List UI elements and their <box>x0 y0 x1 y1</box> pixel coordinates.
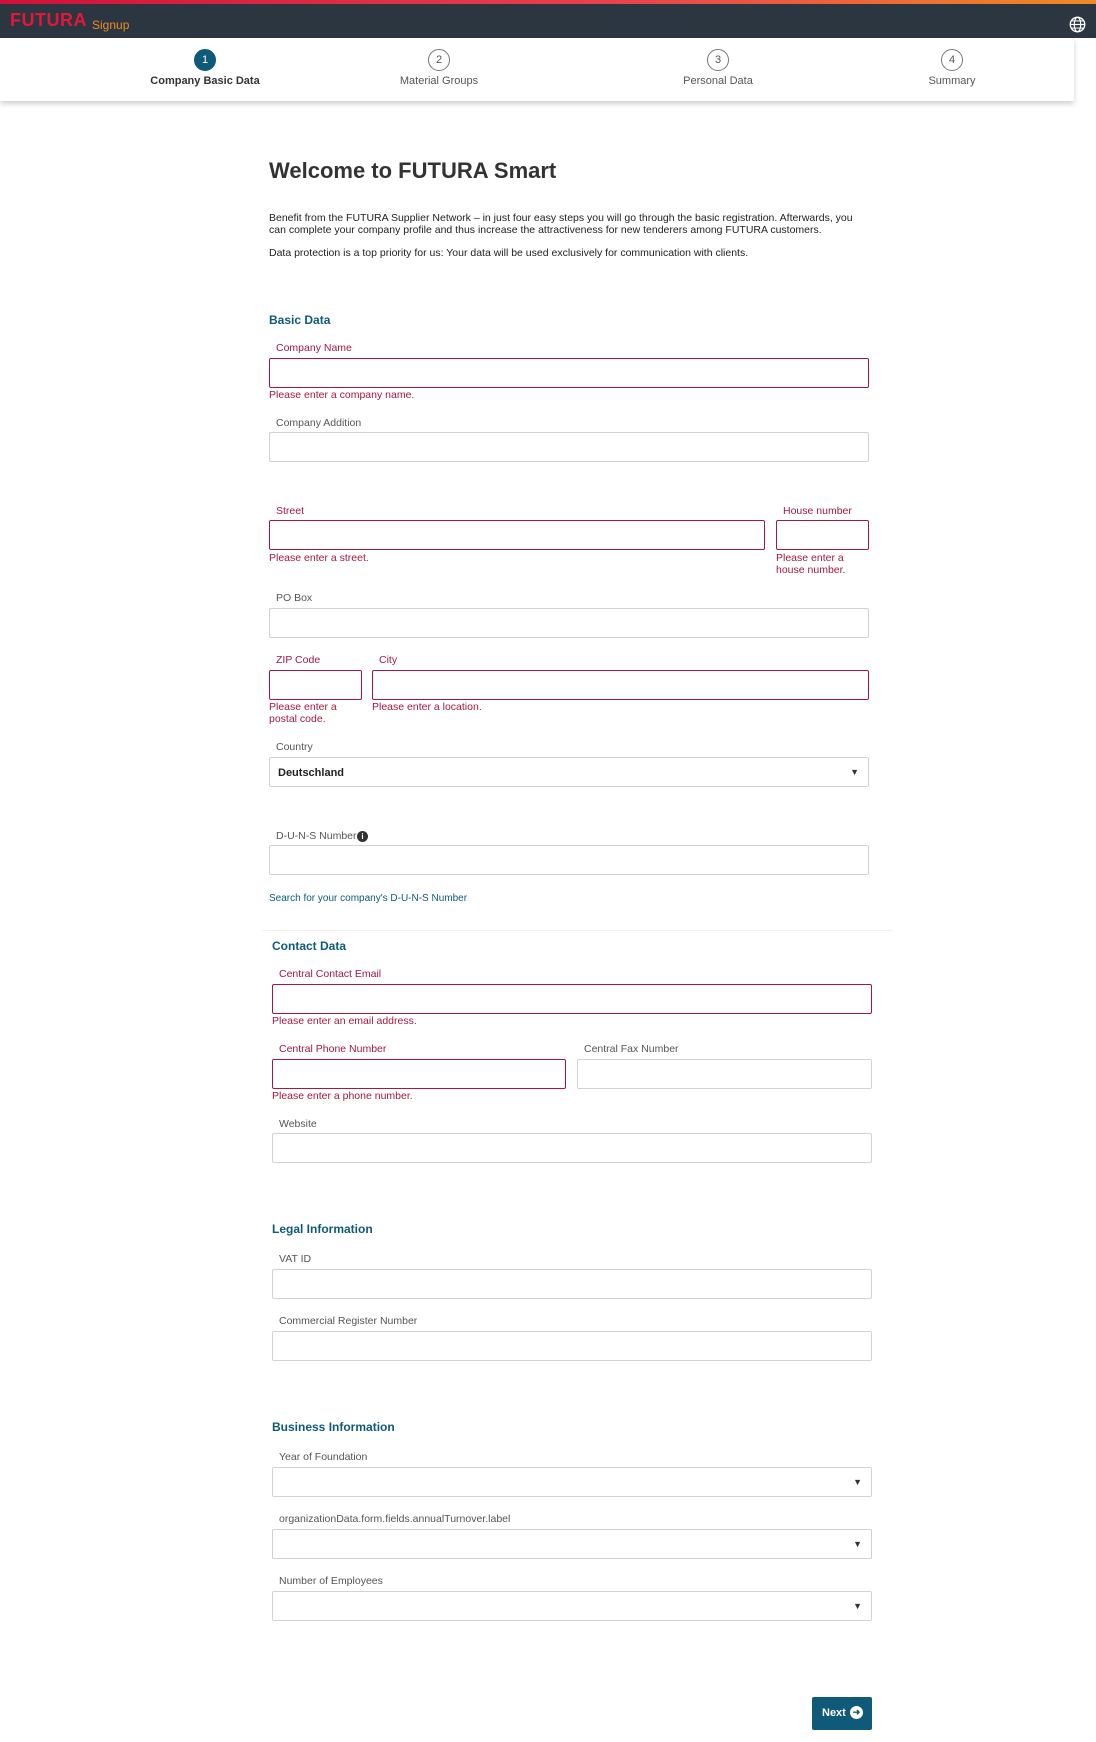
arrow-right-circle-icon: ➜ <box>850 1706 863 1719</box>
step-company-basic-data[interactable] <box>115 49 295 87</box>
step-number: 1 <box>194 49 216 71</box>
duns-search-link[interactable]: Search for your company's D-U-N-S Number <box>269 893 468 904</box>
section-divider <box>262 930 892 931</box>
po-box-label: PO Box <box>276 592 313 604</box>
brand-subtitle: Signup <box>92 18 130 32</box>
street-error: Please enter a street. <box>269 552 369 564</box>
globe-icon[interactable] <box>1069 16 1086 33</box>
brand-logo: FUTURA <box>10 10 87 30</box>
next-button-label: Next <box>822 1707 846 1719</box>
contact-email-error: Please enter an email address. <box>272 1015 417 1027</box>
zip-code-input[interactable] <box>269 670 362 700</box>
duns-label: D-U-N-S Number <box>276 830 357 842</box>
phone-number-input[interactable] <box>272 1059 566 1089</box>
section-business-information-title: Business Information <box>272 1420 395 1434</box>
company-name-error: Please enter a company name. <box>269 389 415 401</box>
company-addition-input[interactable] <box>269 432 869 462</box>
year-of-foundation-label: Year of Foundation <box>279 1451 368 1463</box>
year-of-foundation-select[interactable] <box>272 1467 872 1497</box>
city-input[interactable] <box>372 670 869 700</box>
step-label: Summary <box>928 75 976 87</box>
phone-number-label: Central Phone Number <box>279 1043 387 1055</box>
zip-code-label: ZIP Code <box>276 654 321 666</box>
street-label: Street <box>276 505 305 517</box>
website-label: Website <box>279 1118 317 1130</box>
page-title: Welcome to FUTURA Smart <box>269 158 557 183</box>
chevron-down-icon: ▼ <box>850 767 859 777</box>
data-protection-text: Data protection is a top priority for us: Your data will be used exclusively for communication with clients. <box>269 247 749 259</box>
commercial-register-input[interactable] <box>272 1331 872 1361</box>
city-label: City <box>379 654 398 666</box>
contact-email-input[interactable] <box>272 984 872 1014</box>
section-contact-data-title: Contact Data <box>272 939 347 953</box>
vat-id-label: VAT ID <box>279 1253 312 1265</box>
annual-turnover-label: organizationData.form.fields.annualTurnover.label <box>279 1513 511 1525</box>
po-box-input[interactable] <box>269 608 869 638</box>
number-of-employees-label: Number of Employees <box>279 1575 383 1587</box>
company-addition-label: Company Addition <box>276 417 362 429</box>
step-personal-data[interactable] <box>628 49 808 87</box>
phone-number-error: Please enter a phone number. <box>272 1090 413 1102</box>
step-label: Personal Data <box>683 75 753 87</box>
step-label: Material Groups <box>399 75 479 87</box>
fax-number-label: Central Fax Number <box>584 1043 679 1055</box>
top-bar <box>0 4 1096 38</box>
step-number: 4 <box>941 49 963 71</box>
step-number: 2 <box>428 49 450 71</box>
house-number-label: House number <box>783 505 852 517</box>
vat-id-input[interactable] <box>272 1269 872 1299</box>
company-name-label: Company Name <box>276 342 352 354</box>
country-label: Country <box>276 741 313 753</box>
commercial-register-label: Commercial Register Number <box>279 1315 418 1327</box>
chevron-down-icon: ▼ <box>853 1477 862 1487</box>
annual-turnover-select[interactable] <box>272 1529 872 1559</box>
street-input[interactable] <box>269 520 765 550</box>
step-material-groups[interactable] <box>349 49 529 87</box>
contact-email-label: Central Contact Email <box>279 968 382 980</box>
website-input[interactable] <box>272 1133 872 1163</box>
wizard-stepper <box>0 38 1074 101</box>
chevron-down-icon: ▼ <box>853 1601 862 1611</box>
number-of-employees-select[interactable] <box>272 1591 872 1621</box>
country-select[interactable] <box>269 757 869 787</box>
step-label: Company Basic Data <box>150 75 260 87</box>
step-number: 3 <box>707 49 729 71</box>
intro-text: Benefit from the FUTURA Supplier Network – in just four easy steps you will go through the basic registration. Afterwards, you can complete your company profile and thus increase the attractiveness for new tenderers among FUTURA customers. <box>269 212 853 236</box>
duns-input[interactable] <box>269 845 869 875</box>
zip-code-error: Please enter a postal code. <box>269 701 337 725</box>
section-legal-information-title: Legal Information <box>272 1222 373 1236</box>
country-selected-value: Deutschland <box>278 767 345 779</box>
next-button[interactable] <box>812 1697 872 1730</box>
info-icon[interactable]: i <box>357 831 368 842</box>
house-number-input[interactable] <box>776 520 869 550</box>
house-number-error: Please enter a house number. <box>776 552 846 576</box>
chevron-down-icon: ▼ <box>853 1539 862 1549</box>
city-error: Please enter a location. <box>372 701 482 713</box>
fax-number-input[interactable] <box>577 1059 872 1089</box>
company-name-input[interactable] <box>269 358 869 388</box>
section-basic-data-title: Basic Data <box>269 313 331 327</box>
step-summary[interactable] <box>862 49 1042 87</box>
